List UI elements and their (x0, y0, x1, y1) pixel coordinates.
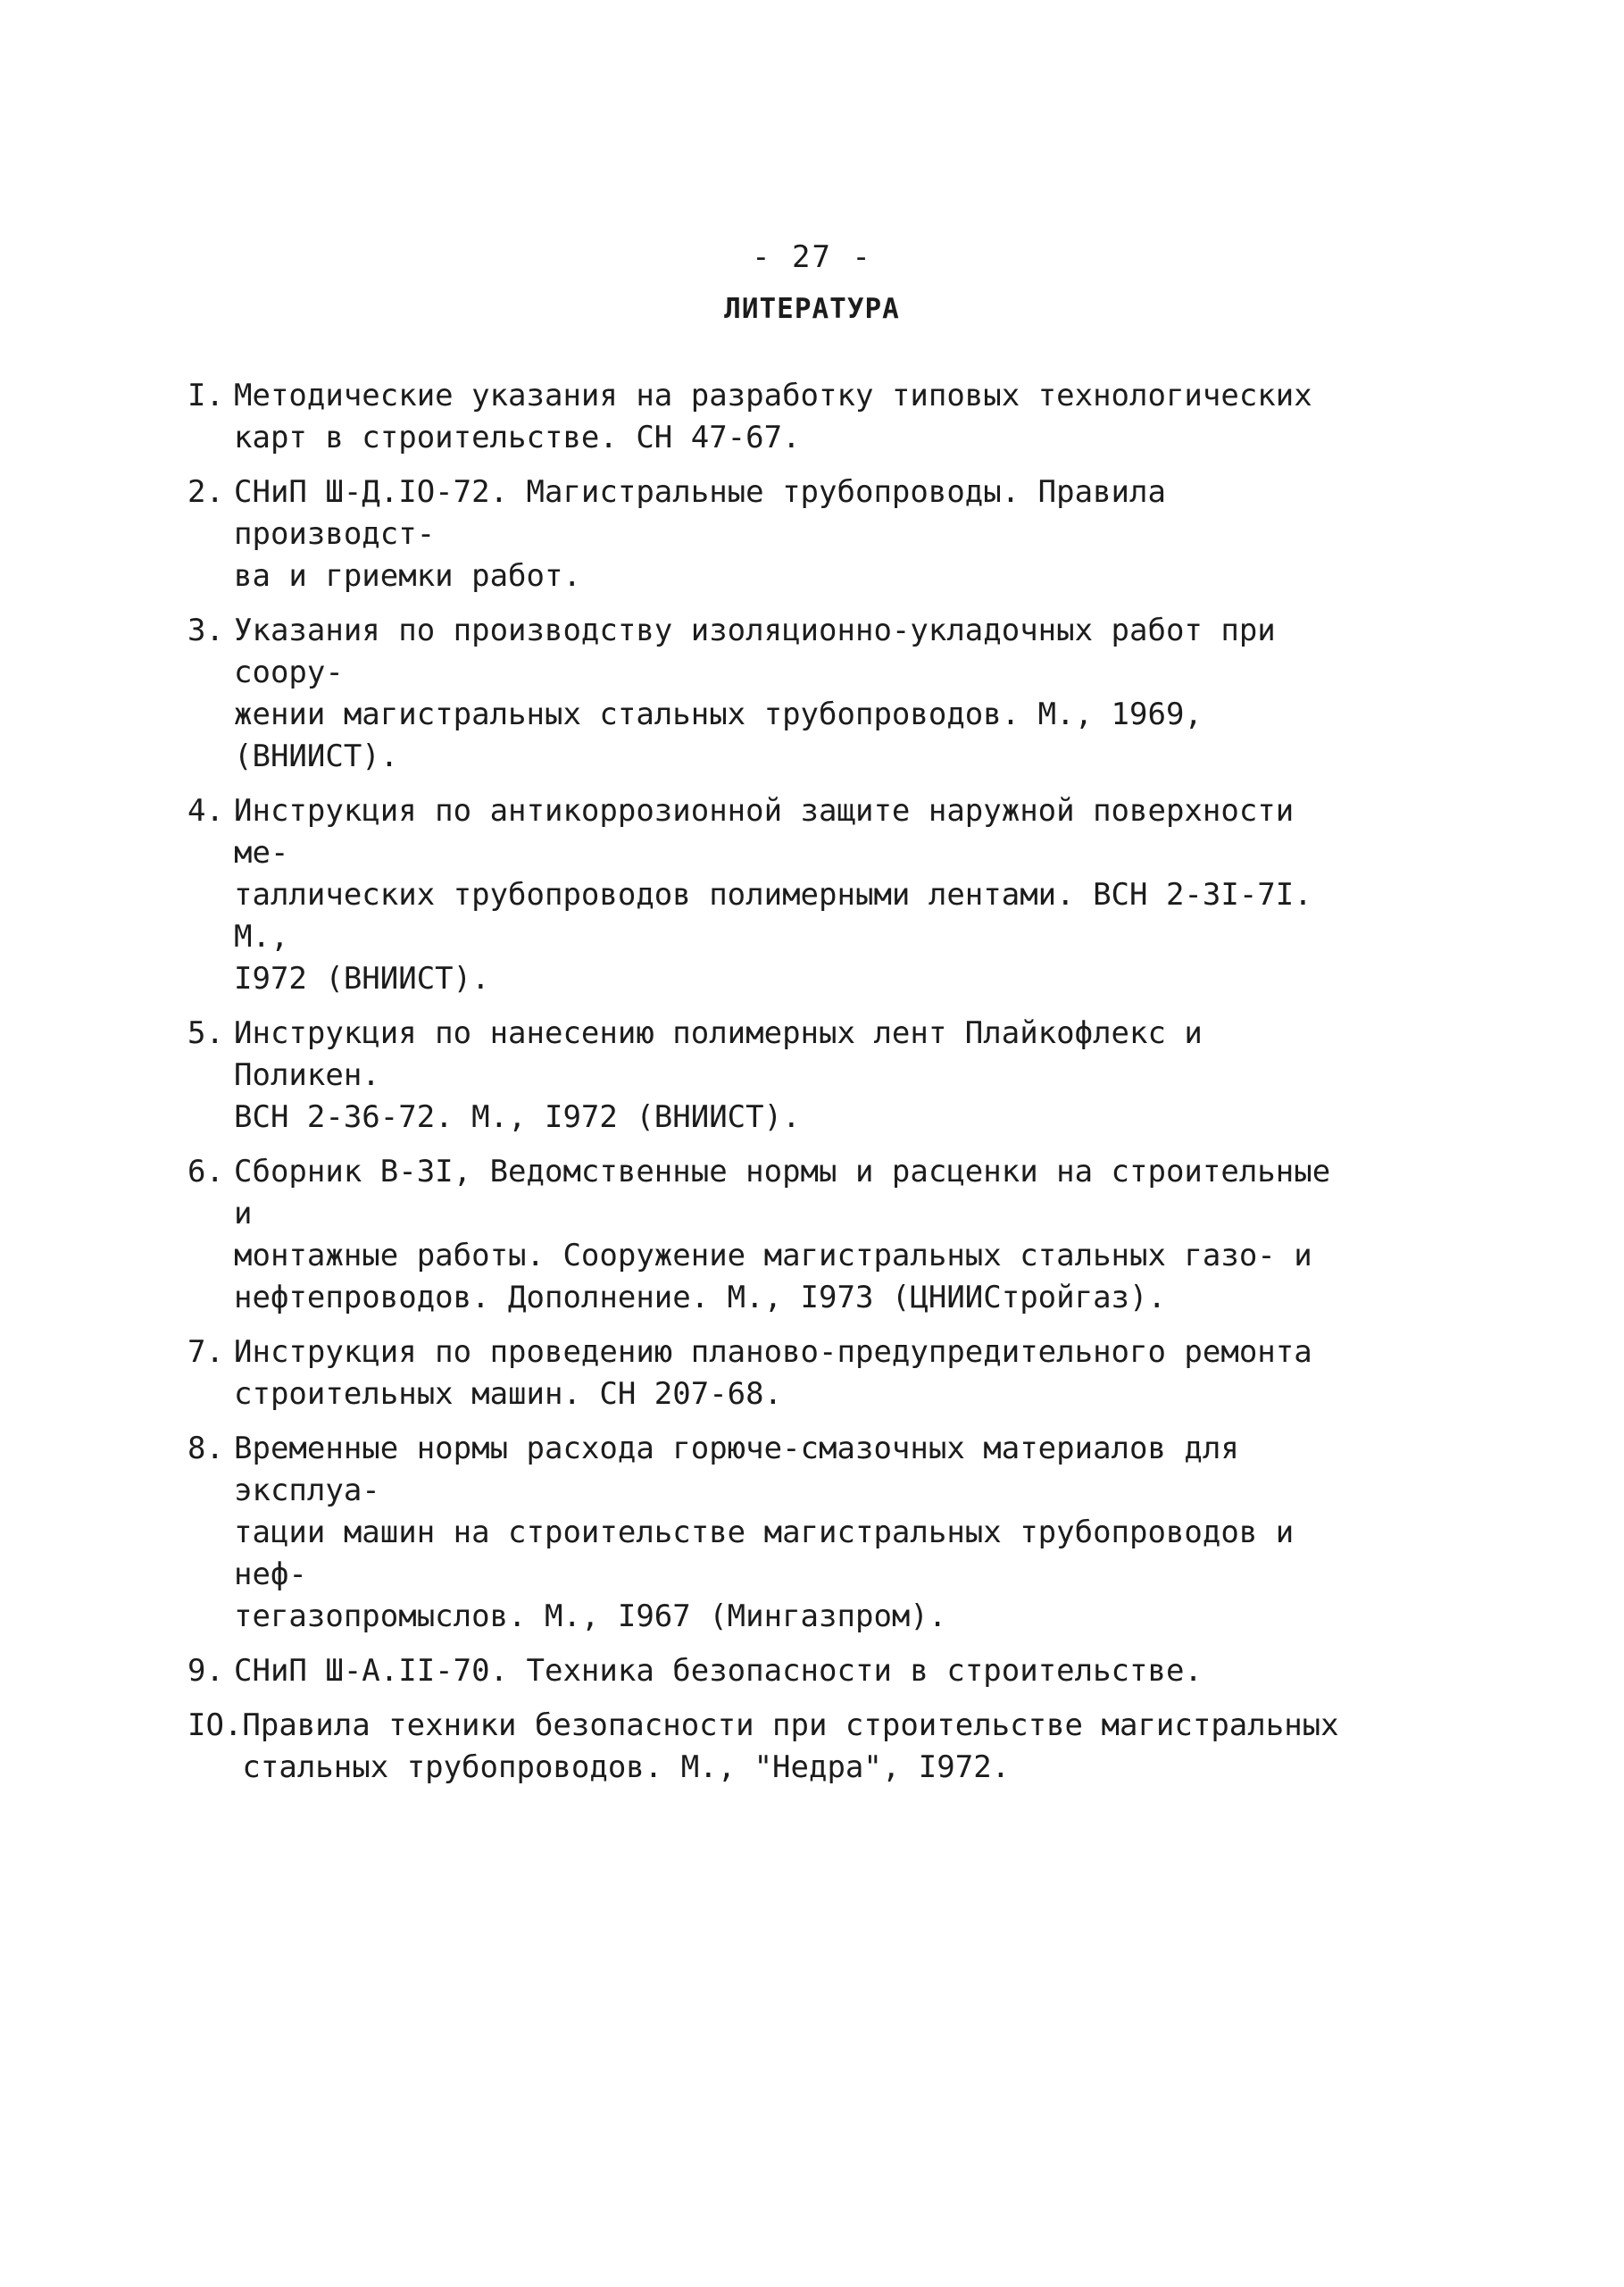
page-title: ЛИТЕРАТУРА (724, 293, 900, 325)
reference-item (187, 1428, 1366, 1638)
reference-number: 4. (187, 793, 224, 829)
reference-text: Инструкция по антикоррозионной защите наружной поверхности ме- таллических трубопроводов полимерными лентами. ВСН 2-3I-7I. М., I972 (ВНИИСТ). (234, 793, 1312, 997)
reference-list (187, 375, 1366, 1801)
reference-text: Правила техники безопасности при строительстве магистральных стальных трубопроводов. М., "Недра", I972. (242, 1707, 1339, 1785)
reference-item (187, 1151, 1366, 1319)
reference-number: IO. (187, 1707, 243, 1743)
reference-item (187, 472, 1366, 597)
reference-text: Методические указания на разработку типовых технологических карт в строительстве. СН 47-67. (234, 378, 1312, 455)
page-number: - 27 - (752, 239, 872, 275)
reference-text: Инструкция по нанесению полимерных лент Плайкофлекс и Поликен. ВСН 2-36-72. М., I972 (ВНИИСТ). (234, 1015, 1203, 1135)
reference-item (187, 790, 1366, 1000)
reference-number: I. (187, 378, 224, 413)
reference-text: Инструкция по проведению планово-предупредительного ремонта строительных машин. СН 207-68. (234, 1334, 1312, 1412)
reference-text: Временные нормы расхода горюче-смазочных материалов для эксплуа- тации машин на строительстве магистральных трубопроводов и неф- тегазопромыслов. М., I967 (Мингазпром). (234, 1431, 1295, 1634)
reference-text: Сборник В-3I, Ведомственные нормы и расценки на строительные и монтажные работы. Сооружение магистральных стальных газо- и нефтепроводов. Дополнение. М., I973 (ЦНИИСтройгаз). (234, 1154, 1331, 1315)
reference-text: СНиП Ш-Д.IO-72. Магистральные трубопроводы. Правила производст- ва и гриемки работ. (234, 474, 1166, 594)
reference-number: 6. (187, 1154, 224, 1189)
reference-number: 5. (187, 1015, 224, 1051)
reference-text: СНиП Ш-А.II-70. Техника безопасности в строительстве. (234, 1653, 1203, 1689)
reference-number: 3. (187, 613, 224, 648)
reference-item (187, 610, 1366, 778)
reference-text: Указания по производству изоляционно-укладочных работ при соору- жении магистральных стальных трубопроводов. М., 1969, (ВНИИСТ). (234, 613, 1276, 774)
reference-number: 2. (187, 474, 224, 510)
reference-item (187, 1013, 1366, 1139)
reference-item (187, 375, 1366, 459)
reference-number: 7. (187, 1334, 224, 1370)
reference-number: 8. (187, 1431, 224, 1466)
reference-item (187, 1331, 1366, 1415)
reference-number: 9. (187, 1653, 224, 1689)
reference-item (187, 1705, 1366, 1789)
reference-item (187, 1650, 1366, 1692)
